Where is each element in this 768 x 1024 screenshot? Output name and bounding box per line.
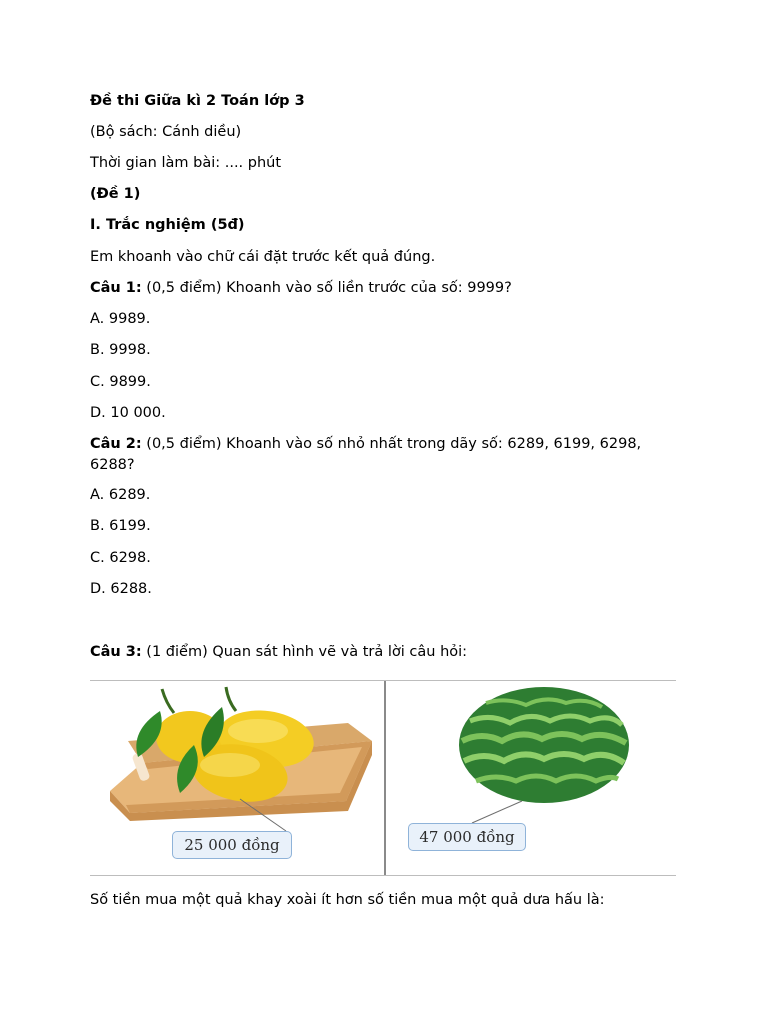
time-info: Thời gian làm bài: .... phút bbox=[90, 155, 282, 171]
mango-price-tag: 25 000 đồng bbox=[172, 831, 292, 859]
question-3-text: (1 điểm) Quan sát hình vẽ và trả lời câu hỏi: bbox=[141, 644, 468, 660]
mango-tray-illustration bbox=[110, 687, 372, 831]
q2-option-a: A. 6289. bbox=[90, 487, 151, 503]
q2-option-b: B. 6199. bbox=[90, 518, 151, 534]
q1-option-c: C. 9899. bbox=[90, 374, 151, 390]
q1-option-a: A. 9989. bbox=[90, 311, 151, 327]
book-info: (Bộ sách: Cánh diều) bbox=[90, 124, 242, 140]
instruction: Em khoanh vào chữ cái đặt trước kết quả đúng. bbox=[90, 249, 436, 265]
q2-option-d: D. 6288. bbox=[90, 581, 152, 597]
question-2-text: (0,5 điểm) Khoanh vào số nhỏ nhất trong dãy số: 6289, 6199, 6298, 6288? bbox=[90, 436, 642, 473]
question-3-label: Câu 3: bbox=[90, 644, 142, 660]
question-1-text: (0,5 điểm) Khoanh vào số liền trước của số: 9999? bbox=[141, 280, 512, 296]
watermelon-price-tag: 47 000 đồng bbox=[408, 823, 526, 851]
figure-divider bbox=[384, 681, 386, 875]
exam-number: (Đề 1) bbox=[90, 186, 141, 202]
question-1-label: Câu 1: bbox=[90, 280, 142, 296]
watermelon-illustration bbox=[459, 687, 629, 823]
question-1 bbox=[90, 278, 680, 299]
question-3 bbox=[90, 642, 680, 663]
q1-option-d: D. 10 000. bbox=[90, 405, 166, 421]
question-2-label: Câu 2: bbox=[90, 436, 142, 452]
question-3-follow-up: Số tiền mua một quả khay xoài ít hơn số tiền mua một quả dưa hấu là: bbox=[90, 892, 605, 908]
price-figure bbox=[90, 680, 676, 876]
q1-option-b: B. 9998. bbox=[90, 342, 151, 358]
question-2 bbox=[90, 434, 680, 476]
exam-title: Đề thi Giữa kì 2 Toán lớp 3 bbox=[90, 93, 305, 109]
q2-option-c: C. 6298. bbox=[90, 550, 151, 566]
section-heading: I. Trắc nghiệm (5đ) bbox=[90, 217, 245, 233]
